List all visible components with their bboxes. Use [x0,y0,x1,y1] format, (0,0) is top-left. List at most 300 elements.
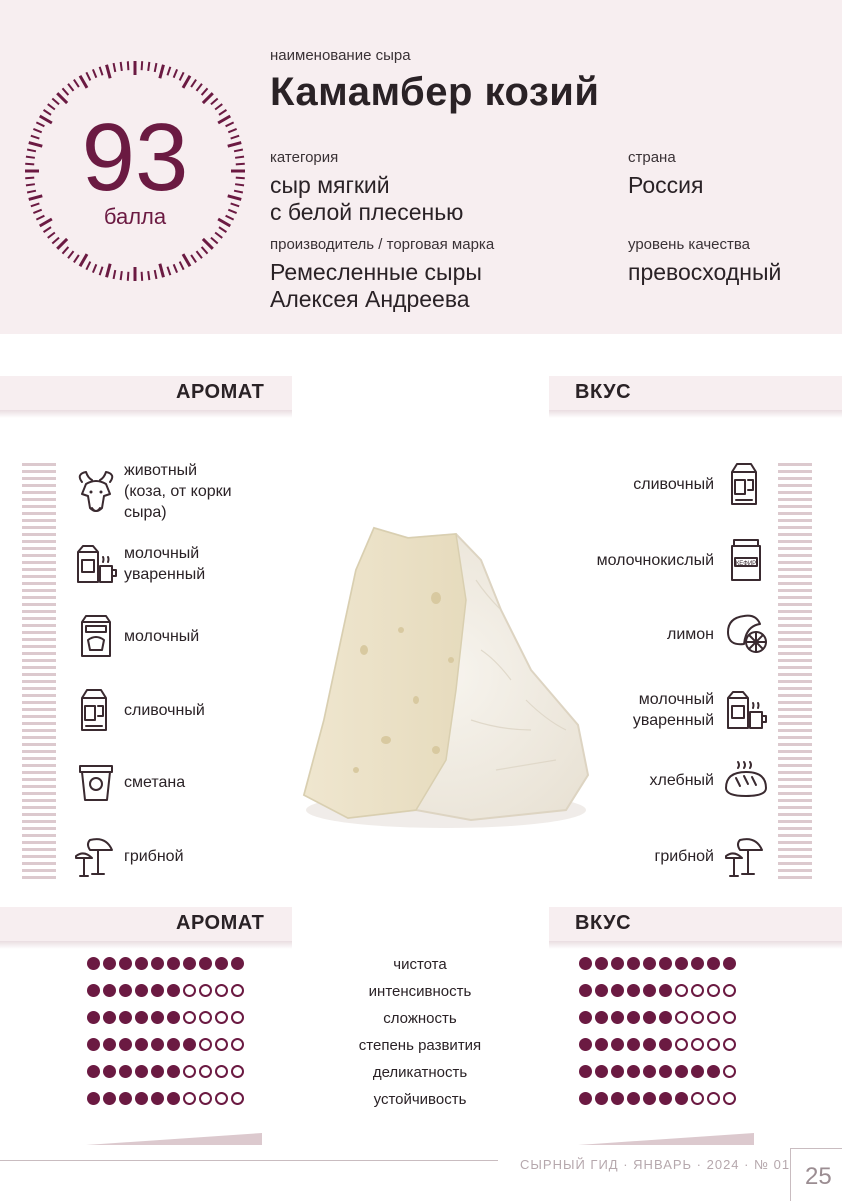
empty-dot [675,1038,688,1051]
filled-dot [103,1038,116,1051]
dial-tick [183,254,190,266]
filled-dot [183,1038,196,1051]
filled-dot [87,1065,100,1078]
score-value: 93 [81,104,189,211]
empty-dot [231,1065,244,1078]
taste-rating-row [579,1065,736,1078]
dial-tick [57,239,67,249]
dial-tick [155,270,157,279]
filled-dot [103,957,116,970]
filled-dot [231,957,244,970]
empty-dot [707,1092,720,1105]
filled-dot [87,1038,100,1051]
dial-tick [236,178,245,179]
cheese-name: Камамбер козий [270,70,600,114]
dial-tick [228,143,242,147]
aroma-item [72,832,184,880]
filled-dot [135,1038,148,1051]
mushroom-icon [722,832,770,880]
aroma-section-header [0,376,292,426]
filled-dot [135,957,148,970]
aroma-rating-row [87,1092,244,1105]
dial-tick [235,184,244,185]
filled-dot [119,1038,132,1051]
footer-text: СЫРНЫЙ ГИД · ЯНВАРЬ · 2024 · № 01 [520,1157,791,1172]
aroma-rating-row [87,1065,244,1078]
taste-item-line: лимон [666,625,714,643]
taste-heading: ВКУС [575,381,632,403]
filled-dot [167,1065,180,1078]
dial-tick [93,69,96,77]
aroma-scale-wedge [86,1133,262,1145]
taste-item [667,610,770,658]
dial-tick [234,191,243,193]
dial-tick [27,191,36,193]
dial-tick [228,210,236,213]
filled-dot [659,1065,672,1078]
dial-tick [25,178,34,179]
aroma-item-line: (коза, от корки [124,483,232,500]
dial-tick [167,67,170,76]
dial-tick [74,255,79,262]
dial-tick [218,219,230,226]
filled-dot [611,1065,624,1078]
aroma-item [72,686,205,734]
empty-dot [231,1092,244,1105]
dial-tick [128,272,129,281]
dial-tick [31,203,40,206]
dial-tick [191,255,196,262]
filled-dot [659,957,672,970]
dial-tick [36,216,44,220]
dial-tick [148,62,149,71]
svg-text:КЕФИР: КЕФИР [735,561,757,567]
filled-dot [167,984,180,997]
attribute-label: степень развития [358,1037,482,1054]
filled-dot [691,1065,704,1078]
dial-tick [107,65,111,79]
cream-carton-icon [72,686,120,734]
filled-dot [627,1038,640,1051]
dial-tick [174,264,177,272]
producer-label: производитель / торговая марка [270,236,495,253]
filled-dot [167,1038,180,1051]
dial-tick [121,271,122,280]
taste-item [597,536,770,584]
empty-dot [183,1065,196,1078]
dial-tick [26,157,35,158]
aroma-rating-row [87,1038,244,1051]
empty-dot [231,1038,244,1051]
dial-tick [203,239,213,249]
dial-tick [231,136,240,139]
empty-dot [691,1092,704,1105]
filled-dot [151,957,164,970]
filled-dot [87,984,100,997]
bread-icon [722,756,770,804]
empty-dot [707,984,720,997]
filled-dot [119,1011,132,1024]
dial-tick [26,184,35,185]
cheese-wedge-image [296,520,596,840]
filled-dot [103,1065,116,1078]
country-label: страна [628,149,676,166]
quality-label: уровень качества [628,236,750,253]
filled-dot [103,984,116,997]
kefir-jar-icon [722,536,770,584]
aroma-item-line: молочный [124,627,200,645]
filled-dot [579,984,592,997]
filled-dot [87,957,100,970]
goat-icon [72,468,120,516]
filled-dot [87,1011,100,1024]
filled-dot [643,984,656,997]
taste-item-line: грибной [654,847,714,865]
dial-tick [80,254,87,266]
aroma-item-label [124,460,232,523]
empty-dot [215,984,228,997]
mushroom-icon [72,832,120,880]
dial-tick [215,104,222,109]
dial-tick [226,216,234,220]
taste-rating-row [579,1011,736,1024]
category-value [270,172,463,226]
dial-tick [228,196,242,200]
taste-rating-row [579,1092,736,1105]
filled-dot [691,957,704,970]
filled-dot [643,957,656,970]
empty-dot [675,1011,688,1024]
dial-tick [86,72,90,80]
dial-tick [202,88,208,95]
filled-dot [595,1065,608,1078]
dial-tick [202,247,208,254]
aroma-item-line: грибной [124,847,184,865]
dial-tick [100,267,103,276]
taste-scale-wedge [578,1133,754,1145]
dial-tick [234,150,243,152]
aroma-item-line: сметана [124,773,186,791]
dial-tick [235,157,244,158]
aroma-item-label [124,846,184,867]
dial-tick [211,98,218,104]
dial-tick [196,251,201,258]
aroma-item [72,758,185,806]
filled-dot [595,1092,608,1105]
taste-item-line: уваренный [632,712,714,729]
producer-value [270,259,482,313]
score-label: балла [103,204,167,229]
dial-tick [128,61,129,70]
filled-dot [135,1011,148,1024]
empty-dot [723,1038,736,1051]
filled-dot [183,957,196,970]
aroma-rating-heading: АРОМАТ [176,912,265,934]
filled-dot [579,1092,592,1105]
magazine-name: СЫРНЫЙ ГИД [520,1157,619,1172]
empty-dot [215,1065,228,1078]
dial-tick [180,72,184,80]
filled-dot [707,1065,720,1078]
dial-tick [93,264,96,272]
dial-tick [48,104,55,109]
filled-dot [135,1092,148,1105]
dial-tick [196,84,201,91]
dial-tick [29,143,43,147]
filled-dot [595,1011,608,1024]
dial-tick [100,67,103,76]
dial-tick [86,262,90,270]
category-line: с белой плесенью [270,199,464,225]
dial-tick [57,93,67,103]
filled-dot [215,957,228,970]
dial-tick [74,80,79,87]
filled-dot [151,984,164,997]
empty-dot [183,1092,196,1105]
taste-item-line: сливочный [633,475,714,493]
dial-tick [52,238,59,244]
empty-dot [183,1011,196,1024]
country-value: Россия [628,172,704,198]
filled-dot [167,1092,180,1105]
filled-dot [103,1011,116,1024]
dial-tick [160,264,164,278]
dial-tick [25,164,34,165]
empty-dot [199,1011,212,1024]
dial-tick [80,76,87,88]
filled-dot [723,957,736,970]
dial-tick [44,227,51,232]
empty-dot [215,1038,228,1051]
filled-dot [675,957,688,970]
dial-tick [40,219,52,226]
filled-dot [199,957,212,970]
dial-tick [68,251,73,258]
empty-dot [723,984,736,997]
filled-dot [627,1065,640,1078]
filled-dot [151,1092,164,1105]
filled-dot [611,1038,624,1051]
taste-item-label [654,846,714,867]
aroma-item [72,540,205,588]
empty-dot [183,984,196,997]
filled-dot [151,1065,164,1078]
dial-tick [174,69,177,77]
attribute-label: устойчивость [373,1091,467,1108]
dial-tick [40,116,52,123]
sour-cream-cup-icon [72,758,120,806]
dial-tick [160,65,164,79]
dial-tick [29,196,43,200]
filled-dot [611,984,624,997]
page-number: 25 [805,1163,832,1190]
filled-dot [119,957,132,970]
dial-tick [107,264,111,278]
taste-item-label [650,770,715,791]
filled-dot [167,957,180,970]
dial-tick [44,110,51,115]
aroma-item-line: животный [124,462,198,479]
taste-item [633,686,770,734]
aroma-item-label [124,626,199,647]
empty-dot [199,984,212,997]
empty-dot [199,1038,212,1051]
filled-dot [135,984,148,997]
filled-dot [643,1038,656,1051]
taste-rating-header [549,907,842,957]
aroma-rating-header [0,907,292,957]
aroma-rating-row [87,1011,244,1024]
dial-tick [31,136,40,139]
aroma-item-label [124,772,185,793]
producer-line: Алексея Андреева [270,286,470,312]
issue-info: ЯНВАРЬ · 2024 · № 01 [633,1157,791,1172]
dial-tick [48,232,55,237]
filled-dot [659,984,672,997]
taste-rating-row [579,1038,736,1051]
name-label: наименование сыра [270,47,411,64]
dial-tick [211,238,218,244]
taste-stripe-bar [778,463,812,883]
dial-tick [183,76,190,88]
taste-item-label [633,474,714,495]
taste-item-line: молочный [638,691,714,708]
dial-tick [62,247,68,254]
aroma-heading: АРОМАТ [176,381,265,403]
lemon-icon [722,610,770,658]
dial-tick [191,80,196,87]
filled-dot [579,1038,592,1051]
filled-dot [579,957,592,970]
dial-tick [52,98,59,104]
quality-value: превосходный [628,259,782,285]
filled-dot [707,957,720,970]
aroma-rating-row [87,984,244,997]
filled-dot [579,1011,592,1024]
empty-dot [691,984,704,997]
filled-dot [675,1065,688,1078]
dial-tick [215,232,222,237]
aroma-rating-row [87,957,244,970]
filled-dot [675,1092,688,1105]
filled-dot [119,1065,132,1078]
taste-item-label [633,689,714,731]
dial-tick [121,62,122,71]
filled-dot [627,1092,640,1105]
empty-dot [707,1038,720,1051]
producer-line: Ремесленные сыры [270,259,482,285]
empty-dot [215,1092,228,1105]
aroma-item-line: сыра) [124,504,167,521]
dial-tick [180,262,184,270]
dial-tick [231,203,240,206]
filled-dot [595,984,608,997]
dial-tick [228,129,236,132]
empty-dot [723,1092,736,1105]
dial-tick [236,164,245,165]
dial-tick [33,210,41,213]
filled-dot [167,1011,180,1024]
dial-tick [218,116,230,123]
taste-item-line: хлебный [649,771,714,789]
filled-dot [135,1065,148,1078]
attribute-label: сложность [383,1010,457,1027]
empty-dot [215,1011,228,1024]
dial-tick [226,122,234,126]
dial-tick [33,129,41,132]
dial-tick [219,227,226,232]
aroma-item-label [124,543,205,585]
dial-tick [142,272,143,281]
taste-item [650,756,771,804]
filled-dot [611,1011,624,1024]
taste-item-label [667,624,714,645]
filled-dot [611,1092,624,1105]
dial-tick [62,88,68,95]
aroma-stripe-bar [22,463,56,883]
milk-box-icon [72,612,120,660]
aroma-item [72,460,232,523]
taste-section-header [549,376,842,426]
filled-dot [103,1092,116,1105]
category-line: сыр мягкий [270,172,390,198]
milk-carton-cup-icon [72,540,120,588]
filled-dot [643,1065,656,1078]
aroma-item-label [124,700,205,721]
dial-tick [203,93,213,103]
filled-dot [579,1065,592,1078]
empty-dot [231,984,244,997]
score-dial [22,58,248,284]
filled-dot [659,1038,672,1051]
aroma-item-line: молочный [124,545,200,562]
empty-dot [199,1065,212,1078]
filled-dot [151,1038,164,1051]
filled-dot [595,957,608,970]
filled-dot [659,1011,672,1024]
empty-dot [675,984,688,997]
filled-dot [611,957,624,970]
aroma-item-line: сливочный [124,701,205,719]
dial-tick [142,61,143,70]
cream-carton-icon [722,460,770,508]
dial-tick [148,271,149,280]
empty-dot [199,1092,212,1105]
dial-tick [68,84,73,91]
filled-dot [627,957,640,970]
filled-dot [627,1011,640,1024]
filled-dot [119,984,132,997]
empty-dot [707,1011,720,1024]
filled-dot [643,1092,656,1105]
taste-item-line: молочнокислый [596,551,714,569]
aroma-item [72,612,199,660]
dial-tick [114,63,116,72]
empty-dot [231,1011,244,1024]
milk-carton-cup-icon [722,686,770,734]
filled-dot [659,1092,672,1105]
empty-dot [691,1038,704,1051]
dial-tick [155,63,157,72]
taste-rating-heading: ВКУС [575,912,632,934]
aroma-item-line: уваренный [124,566,206,583]
filled-dot [643,1011,656,1024]
dial-tick [36,122,44,126]
filled-dot [595,1038,608,1051]
attribute-label: интенсивность [368,983,472,1000]
footer-divider [0,1160,498,1161]
dial-tick [167,267,170,276]
